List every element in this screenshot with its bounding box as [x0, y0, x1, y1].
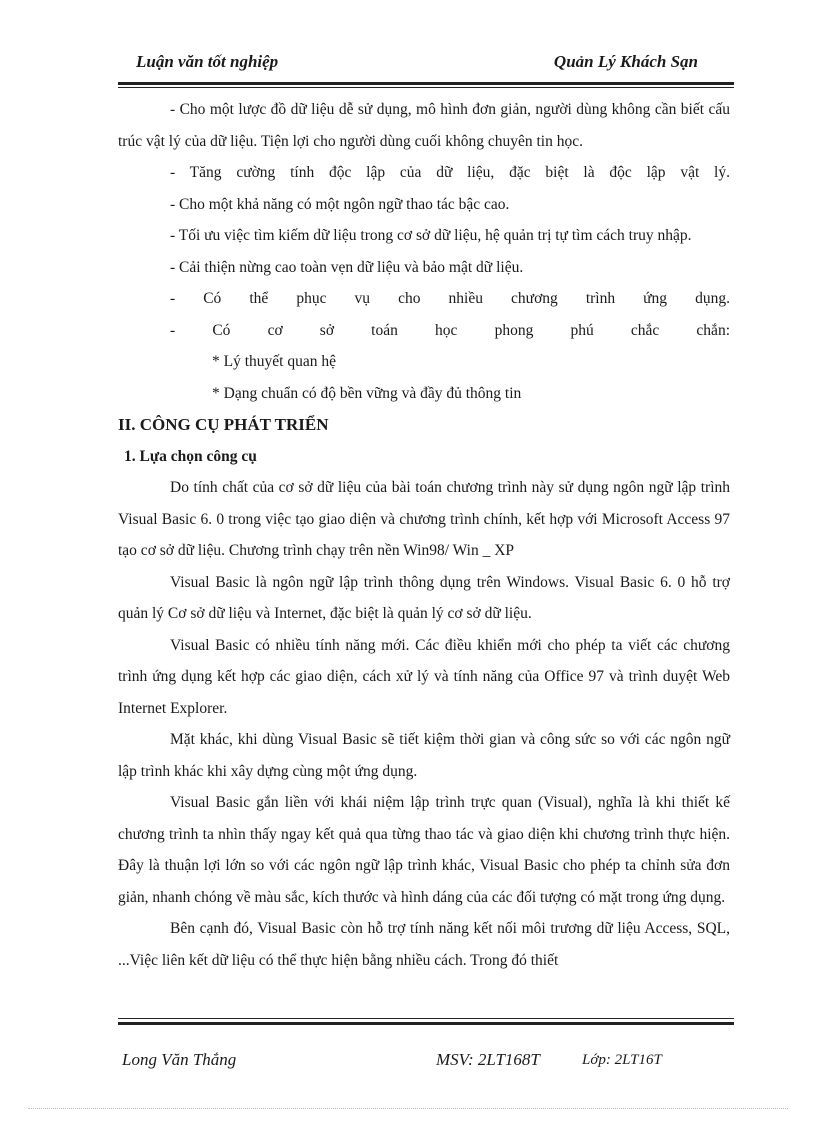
page-footer: [122, 1050, 734, 1074]
author-name: Long Văn Thắng: [122, 1050, 237, 1069]
page-header: [118, 52, 734, 78]
bullet-item: - Tăng cường tính độc lập của dữ liệu, đặc biệt là độc lập vật lý.: [170, 164, 730, 181]
page-body: [118, 94, 730, 976]
sub-item: * Dạng chuẩn có độ bền vững và đầy đủ thông tin: [212, 384, 522, 402]
page-edge-divider: [28, 1108, 788, 1109]
paragraph: Visual Basic có nhiều tính năng mới. Các điều khiển mới cho phép ta viết các chương trình ứng dụng kết hợp các giao diện, cách xử lý và tính năng của Office 97 và trình duyệt Web Internet Explorer.: [118, 636, 730, 717]
bullet-item: - Có thể phục vụ cho nhiều chương trình ứng dụng.: [170, 290, 730, 307]
paragraph: Mặt khác, khi dùng Visual Basic sẽ tiết kiệm thời gian và công sức so với các ngôn ngữ lập trình khác khi xây dựng cùng một ứng dụng.: [118, 731, 730, 780]
bullet-item: - Cho một lược đồ dữ liệu dễ sử dụng, mô hình đơn giản, người dùng không cần biết cấu trúc vật lý của dữ liệu. Tiện lợi cho người dùng cuối không chuyên tin học.: [118, 101, 730, 150]
student-id: MSV: 2LT168T: [436, 1050, 540, 1069]
section-title: II. CÔNG CỤ PHÁT TRIỂN: [118, 415, 329, 434]
paragraph: Visual Basic gắn liền với khái niệm lập trình trực quan (Visual), nghĩa là khi thiết kế chương trình ta nhìn thấy ngay kết quả qua từng thao tác và giao diện khi chương trình thực hiện. Đây là thuận lợi lớn so với các ngôn ngữ lập trình khác, Visual Basic cho phép ta chỉnh sửa đơn giản, nhanh chóng về màu sắc, kích thước và hình dáng của các đối tượng có mặt trong ứng dụng.: [118, 794, 730, 906]
class-code: Lớp: 2LT16T: [582, 1052, 662, 1068]
bullet-item: - Tối ưu việc tìm kiếm dữ liệu trong cơ sở dữ liệu, hệ quản trị tự tìm cách truy nhập.: [170, 227, 692, 244]
header-rule-thick: [118, 82, 734, 85]
header-thesis-label: Luận văn tốt nghiệp: [136, 52, 279, 71]
footer-rule-thin: [118, 1018, 734, 1019]
header-topic-label: Quản Lý Khách Sạn: [553, 52, 698, 71]
paragraph: Visual Basic là ngôn ngữ lập trình thông dụng trên Windows. Visual Basic 6. 0 hỗ trợ quản lý Cơ sở dữ liệu và Internet, đặc biệt là quản lý cơ sở dữ liệu.: [118, 573, 730, 622]
footer-rule-thick: [118, 1022, 734, 1025]
paragraph: Do tính chất của cơ sở dữ liệu của bài toán chương trình này sử dụng ngôn ngữ lập trình Visual Basic 6. 0 trong việc tạo giao diện và chương trình chính, kết hợp với Microsoft Access 97 tạo cơ sở dữ liệu. Chương trình chạy trên nền Win98/ Win _ XP: [118, 479, 730, 559]
bullet-item: - Cải thiện nừng cao toàn vẹn dữ liệu và bảo mật dữ liệu.: [170, 258, 524, 276]
subsection-title: 1. Lựa chọn công cụ: [124, 447, 257, 465]
bullet-item: - Có cơ sở toán học phong phú chắc chắn:: [170, 321, 730, 339]
paragraph: Bên cạnh đó, Visual Basic còn hỗ trợ tính năng kết nối môi trương dữ liệu Access, SQL, ...Việc liên kết dữ liệu có thể thực hiện bằng nhiều cách. Trong đó thiết: [118, 920, 730, 969]
bullet-item: - Cho một khả năng có một ngôn ngữ thao tác bậc cao.: [170, 195, 510, 213]
header-rule-thin: [118, 87, 734, 88]
sub-item: * Lý thuyết quan hệ: [212, 353, 336, 370]
